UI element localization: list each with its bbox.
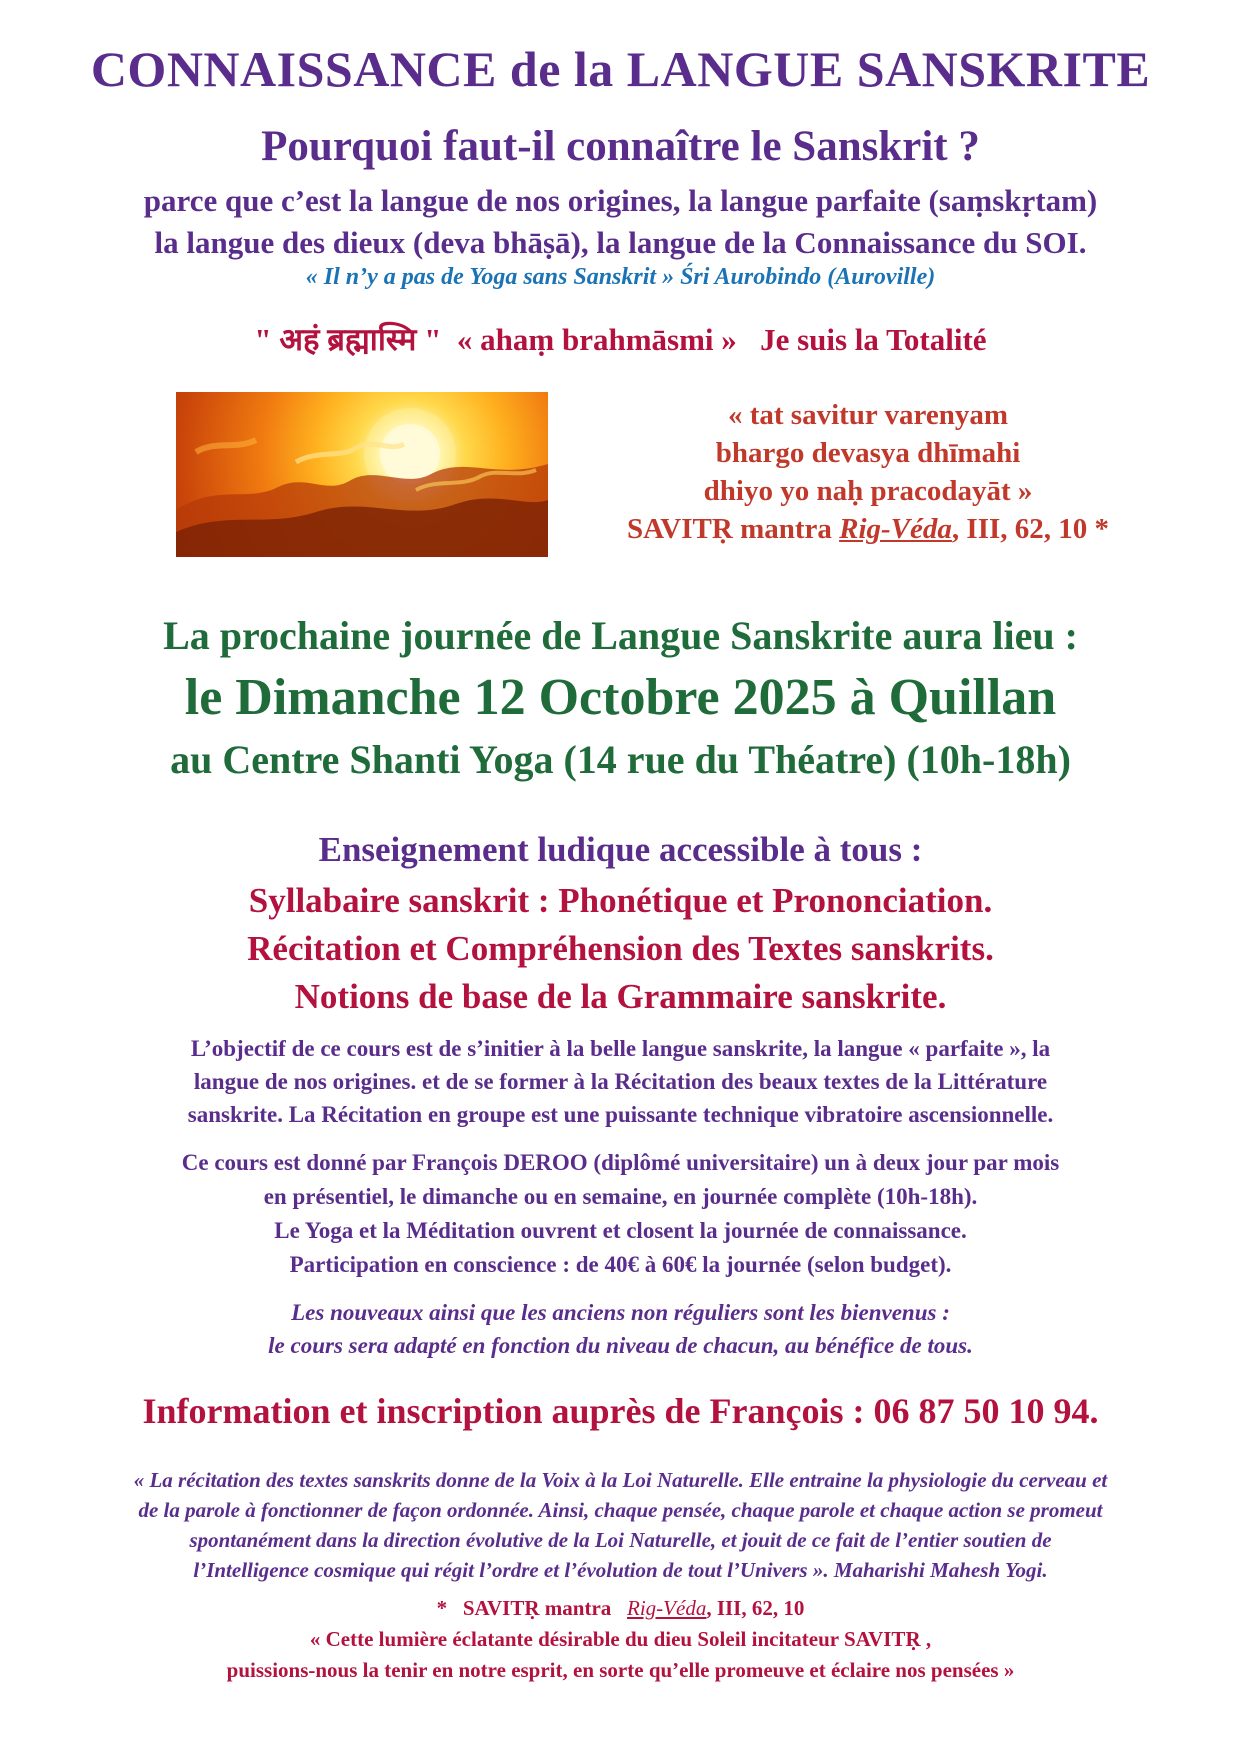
teaching-heading: Enseignement ludique accessible à tous : xyxy=(318,830,923,869)
rig-veda-link[interactable]: Rig-Véda xyxy=(839,513,952,545)
quote-line: l’Intelligence cosmique qui régit l’ordre et l’évolution de tout l’Univers ». Maharishi Mahesh Yogi. xyxy=(193,1558,1048,1582)
aurobindo-quote: « Il n’y a pas de Yoga sans Sanskrit » Śri Aurobindo (Auroville) xyxy=(305,264,936,290)
page-title: CONNAISSANCE de la LANGUE SANSKRITE xyxy=(90,41,1151,97)
event-place: au Centre Shanti Yoga (14 rue du Théatre) (10h-18h) xyxy=(170,737,1071,782)
teaching-list xyxy=(0,877,1241,1021)
objective-line: L’objectif de ce cours est de s’initier à la belle langue sanskrite, la langue « parfaite », la xyxy=(190,1036,1051,1061)
footnote-source xyxy=(0,1593,1241,1624)
intro-line: parce que c’est la langue de nos origines, la langue parfaite (saṃskṛtam) xyxy=(143,183,1098,218)
aham-transliteration: « ahaṃ brahmāsmi » xyxy=(456,322,737,357)
maharishi-quote xyxy=(30,1465,1211,1585)
aham-brahmasmi-line xyxy=(0,318,1241,360)
footnote-line: « Cette lumière éclatante désirable du dieu Soleil incitateur SAVITṚ , xyxy=(309,1627,932,1651)
teaching-item: Syllabaire sanskrit : Phonétique et Prononciation. xyxy=(248,881,993,920)
mantra-line: bhargo devasya dhīmahi xyxy=(715,437,1021,469)
course-line: en présentiel, le dimanche ou en semaine, en journée complète (10h-18h). xyxy=(263,1184,978,1209)
quote-line: « La récitation des textes sanskrits donne de la Voix à la Loi Naturelle. Elle entraine la physiologie du cerveau et xyxy=(133,1468,1108,1492)
savitr-mantra xyxy=(598,396,1138,548)
teaching-item: Notions de base de la Grammaire sanskrite. xyxy=(294,977,947,1016)
mantra-source-prefix: SAVITṚ mantra xyxy=(626,513,840,545)
sun-clouds-icon xyxy=(176,392,548,557)
mantra-line: dhiyo yo naḥ pracodayāt » xyxy=(703,475,1033,507)
question-heading: Pourquoi faut-il connaître le Sanskrit ? xyxy=(261,123,980,170)
intro-line: la langue des dieux (deva bhāṣā), la langue de la Connaissance du SOI. xyxy=(154,225,1087,260)
welcome-line: Les nouveaux ainsi que les anciens non réguliers sont les bienvenus : xyxy=(291,1300,950,1325)
next-event-intro: La prochaine journée de Langue Sanskrite aura lieu : xyxy=(163,613,1078,658)
objective-line: sanskrite. La Récitation en groupe est une puissante technique vibratoire ascensionnelle. xyxy=(187,1102,1054,1127)
objective-line: langue de nos origines. et de se former à la Récitation des beaux textes de la Littérature xyxy=(193,1069,1048,1094)
mantra-source-suffix: , III, 62, 10 * xyxy=(951,513,1110,545)
aham-devanagari: " अहं ब्रह्मास्मि " xyxy=(254,322,442,357)
teaching-item: Récitation et Compréhension des Textes sanskrits. xyxy=(247,929,994,968)
objective-paragraph xyxy=(0,1032,1241,1131)
sun-clouds-photo xyxy=(176,392,548,557)
welcome-line: le cours sera adapté en fonction du niveau de chacun, au bénéfice de tous. xyxy=(268,1333,973,1358)
course-line: Participation en conscience : de 40€ à 60€ la journée (selon budget). xyxy=(289,1252,952,1277)
course-paragraph xyxy=(0,1146,1241,1282)
footnote-prefix: * SAVITṚ mantra xyxy=(436,1596,628,1620)
aham-translation: Je suis la Totalité xyxy=(760,322,987,357)
footnote-line: puissions-nous la tenir en notre esprit, en sorte qu’elle promeuve et éclaire nos pensées » xyxy=(226,1658,1015,1682)
footnote-rig-veda-link[interactable]: Rig-Véda xyxy=(627,1596,707,1620)
footnote-suffix: , III, 62, 10 xyxy=(706,1596,805,1620)
course-line: Le Yoga et la Méditation ouvrent et closent la journée de connaissance. xyxy=(274,1218,967,1243)
intro-text xyxy=(0,180,1241,264)
quote-line: spontanément dans la direction évolutive de la Loi Naturelle, et jouit de ce fait de l’entier soutien de xyxy=(189,1528,1052,1552)
mantra-line: « tat savitur varenyam xyxy=(727,399,1009,431)
footnote xyxy=(0,1593,1241,1686)
quote-line: de la parole à fonctionner de façon ordonnée. Ainsi, chaque pensée, chaque parole et chaque action se promeut xyxy=(138,1498,1103,1522)
contact-info: Information et inscription auprès de François : 06 87 50 10 94. xyxy=(142,1391,1099,1431)
mantra-source xyxy=(598,510,1138,548)
event-date: le Dimanche 12 Octobre 2025 à Quillan xyxy=(184,669,1057,726)
welcome-paragraph xyxy=(0,1296,1241,1362)
course-line: Ce cours est donné par François DEROO (diplômé universitaire) un à deux jour par mois xyxy=(181,1150,1060,1175)
